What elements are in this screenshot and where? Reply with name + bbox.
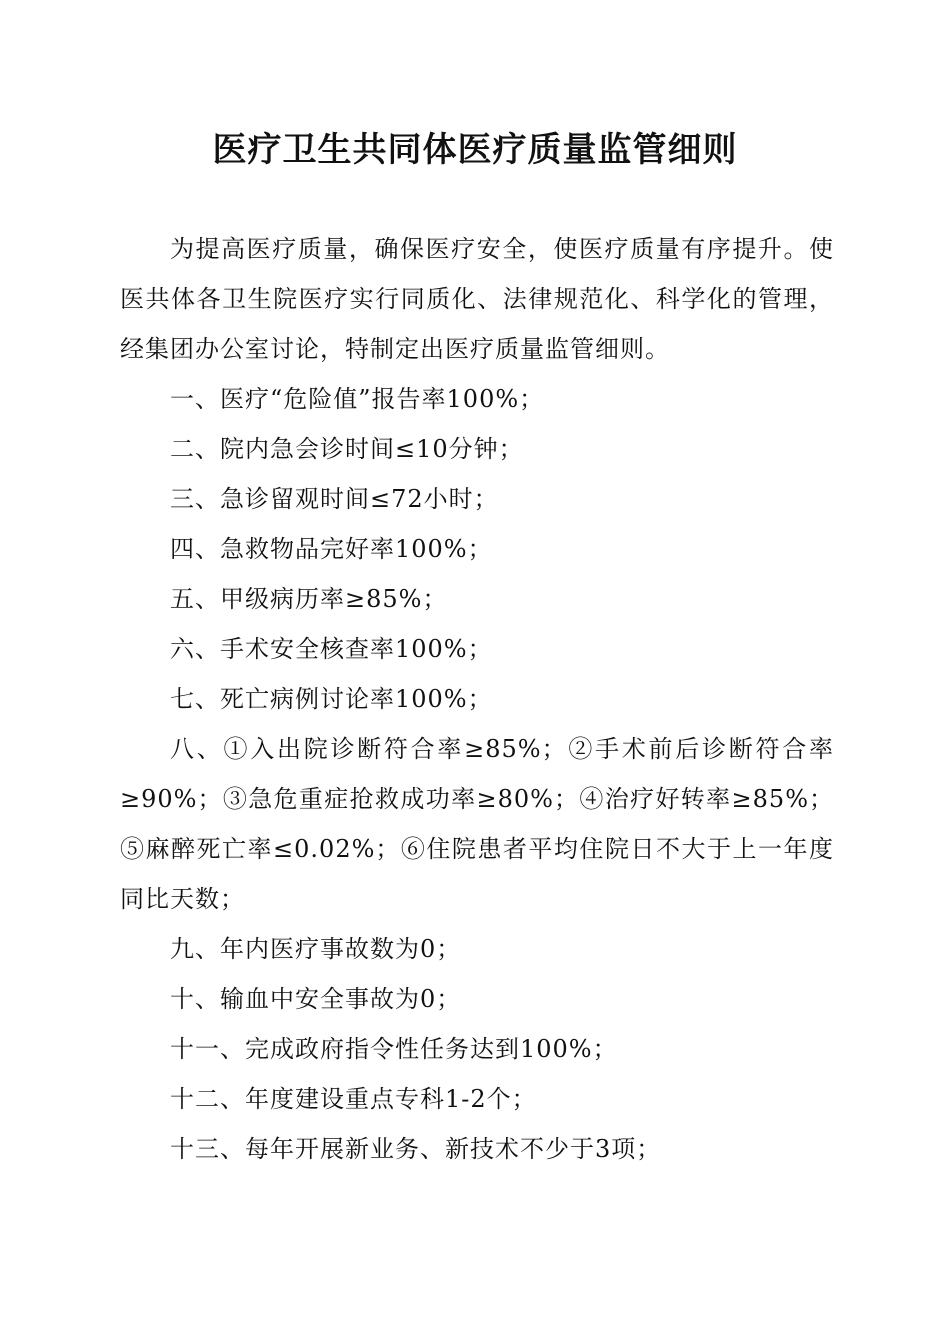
item-6: 六、手术安全核查率100%； — [170, 635, 493, 663]
item-12: 十二、年度建设重点专科1-2个； — [170, 1085, 537, 1113]
item-3: 三、急诊留观时间≤72小时； — [170, 485, 499, 513]
item-13: 十三、每年开展新业务、新技术不少于3项； — [170, 1135, 662, 1163]
item-5: 五、甲级病历率≥85%； — [170, 585, 448, 613]
item-10: 十、输血中安全事故为0； — [170, 985, 462, 1013]
item-1: 一、医疗“危险值”报告率100%； — [170, 385, 545, 413]
item-2: 二、院内急会诊时间≤10分钟； — [170, 435, 524, 463]
item-11: 十一、完成政府指令性任务达到100%； — [170, 1035, 618, 1063]
item-7: 七、死亡病例讨论率100%； — [170, 685, 493, 713]
intro-paragraph: 为提高医疗质量，确保医疗安全，使医疗质量有序提升。使医共体各卫生院医疗实行同质化、法律规范化、科学化的管理，经集团办公室讨论，特制定出医疗质量监管细则。 — [120, 235, 834, 363]
document-body — [120, 224, 834, 1174]
item-4: 四、急救物品完好率100%； — [170, 535, 493, 563]
document-title: 医疗卫生共同体医疗质量监管细则 — [212, 130, 738, 170]
item-9: 九、年内医疗事故数为0； — [170, 935, 462, 963]
item-8: 八、①入出院诊断符合率≥85%；②手术前后诊断符合率≥90%；③急危重症抢救成功率≥80%；④治疗好转率≥85%；⑤麻醉死亡率≤0.02%；⑥住院患者平均住院日不大于上一年度同比天数； — [120, 735, 834, 913]
